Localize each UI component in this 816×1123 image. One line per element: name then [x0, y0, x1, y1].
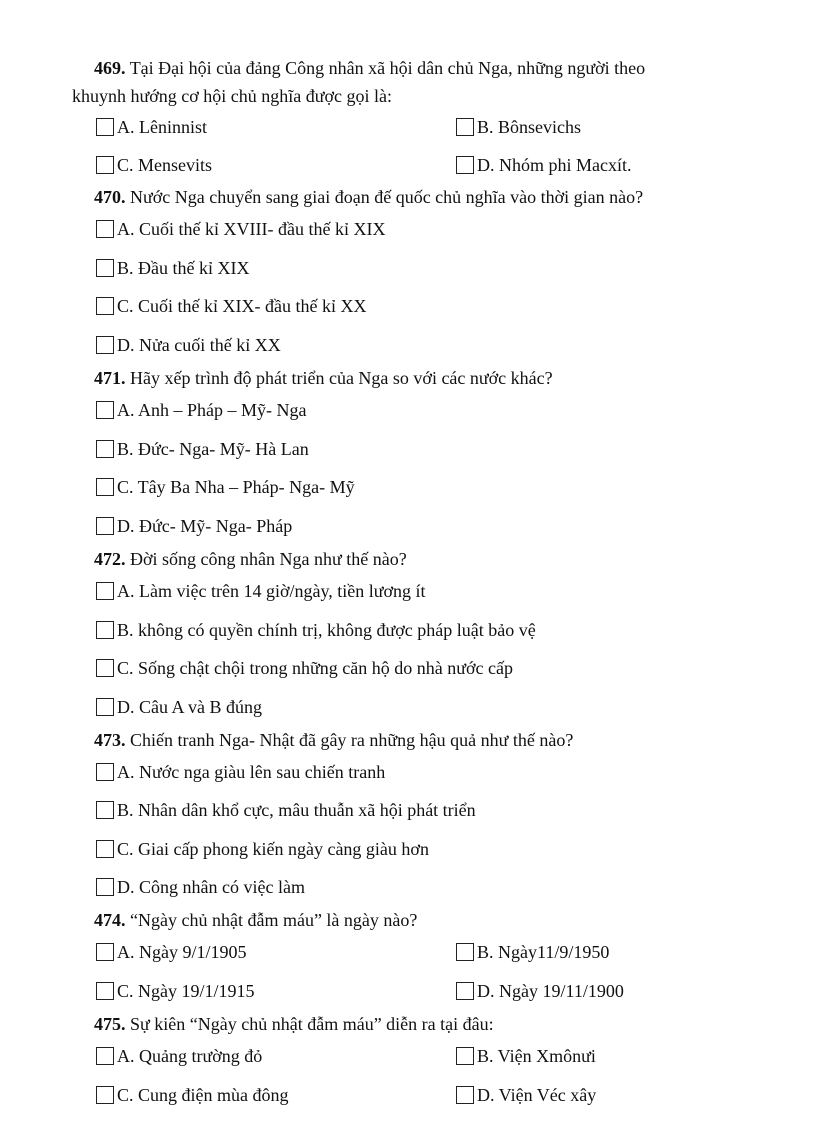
- checkbox-icon[interactable]: [96, 982, 114, 1000]
- checkbox-icon[interactable]: [96, 582, 114, 600]
- option-473-a[interactable]: A. Nước nga giàu lên sau chiến tranh: [96, 759, 385, 783]
- question-text: Nước Nga chuyển sang giai đoạn đế quốc chủ nghĩa vào thời gian nào?: [130, 187, 644, 207]
- question-475: [94, 1010, 794, 1038]
- option-470-b[interactable]: B. Đầu thế kỉ XIX: [96, 255, 249, 279]
- checkbox-icon[interactable]: [96, 118, 114, 136]
- checkbox-icon[interactable]: [96, 621, 114, 639]
- option-473-b[interactable]: B. Nhân dân khổ cực, mâu thuẫn xã hội phát triển: [96, 797, 476, 821]
- question-471: [94, 364, 794, 392]
- option-475-d[interactable]: D. Viện Véc xây: [456, 1082, 596, 1106]
- option-471-b[interactable]: B. Đức- Nga- Mỹ- Hà Lan: [96, 436, 309, 460]
- option-473-c[interactable]: C. Giai cấp phong kiến ngày càng giàu hơn: [96, 836, 429, 860]
- checkbox-icon[interactable]: [456, 118, 474, 136]
- checkbox-icon[interactable]: [96, 840, 114, 858]
- option-469-d[interactable]: D. Nhóm phi Macxít.: [456, 152, 632, 176]
- question-number: 471.: [94, 368, 126, 388]
- option-474-d[interactable]: D. Ngày 19/11/1900: [456, 978, 624, 1002]
- checkbox-icon[interactable]: [96, 1086, 114, 1104]
- checkbox-icon[interactable]: [456, 1086, 474, 1104]
- question-text: Sự kiên “Ngày chủ nhật đẫm máu” diễn ra tại đâu:: [130, 1014, 494, 1034]
- checkbox-icon[interactable]: [96, 297, 114, 315]
- question-473: [94, 726, 794, 754]
- question-text: “Ngày chủ nhật đẫm máu” là ngày nào?: [130, 910, 418, 930]
- checkbox-icon[interactable]: [456, 943, 474, 961]
- option-470-c[interactable]: C. Cuối thế kỉ XIX- đầu thế kỉ XX: [96, 293, 366, 317]
- checkbox-icon[interactable]: [96, 478, 114, 496]
- question-469-line2: khuynh hướng cơ hội chủ nghĩa được gọi là:: [72, 86, 393, 106]
- checkbox-icon[interactable]: [96, 659, 114, 677]
- option-474-c[interactable]: C. Ngày 19/1/1915: [96, 978, 255, 1002]
- question-469-line1: [72, 54, 772, 82]
- question-474: [94, 906, 794, 934]
- checkbox-icon[interactable]: [456, 982, 474, 1000]
- option-469-a[interactable]: A. Lêninnist: [96, 114, 207, 138]
- checkbox-icon[interactable]: [96, 943, 114, 961]
- option-475-b[interactable]: B. Viện Xmônưi: [456, 1043, 596, 1067]
- option-472-c[interactable]: C. Sống chật chội trong những căn hộ do nhà nước cấp: [96, 655, 513, 679]
- question-472: [94, 545, 794, 573]
- question-text: Tại Đại hội của đảng Công nhân xã hội dân chủ Nga, những người theo: [129, 58, 646, 78]
- checkbox-icon[interactable]: [96, 698, 114, 716]
- question-number: 472.: [94, 549, 126, 569]
- checkbox-icon[interactable]: [96, 220, 114, 238]
- option-471-d[interactable]: D. Đức- Mỹ- Nga- Pháp: [96, 513, 292, 537]
- option-475-a[interactable]: A. Quảng trường đỏ: [96, 1043, 262, 1067]
- question-text: Đời sống công nhân Nga như thế nào?: [130, 549, 407, 569]
- question-number: 470.: [94, 187, 126, 207]
- question-number: 474.: [94, 910, 126, 930]
- question-469: [72, 54, 772, 110]
- question-text: Chiến tranh Nga- Nhật đã gây ra những hậu quả như thế nào?: [130, 730, 574, 750]
- option-472-d[interactable]: D. Câu A và B đúng: [96, 694, 262, 718]
- question-470: [94, 183, 794, 211]
- checkbox-icon[interactable]: [96, 259, 114, 277]
- checkbox-icon[interactable]: [96, 156, 114, 174]
- option-471-c[interactable]: C. Tây Ba Nha – Pháp- Nga- Mỹ: [96, 474, 355, 498]
- option-470-d[interactable]: D. Nửa cuối thế kỉ XX: [96, 332, 281, 356]
- option-469-b[interactable]: B. Bônsevichs: [456, 114, 581, 138]
- option-469-c[interactable]: C. Mensevits: [96, 152, 212, 176]
- checkbox-icon[interactable]: [456, 1047, 474, 1065]
- question-number: 469.: [94, 58, 126, 78]
- checkbox-icon[interactable]: [96, 401, 114, 419]
- option-470-a[interactable]: A. Cuối thế kỉ XVIII- đầu thế kỉ XIX: [96, 216, 385, 240]
- option-472-b[interactable]: B. không có quyền chính trị, không được pháp luật bảo vệ: [96, 617, 536, 641]
- checkbox-icon[interactable]: [96, 517, 114, 535]
- option-474-b[interactable]: B. Ngày11/9/1950: [456, 939, 609, 963]
- checkbox-icon[interactable]: [96, 763, 114, 781]
- checkbox-icon[interactable]: [96, 440, 114, 458]
- option-474-a[interactable]: A. Ngày 9/1/1905: [96, 939, 247, 963]
- question-number: 473.: [94, 730, 126, 750]
- option-473-d[interactable]: D. Công nhân có việc làm: [96, 874, 305, 898]
- checkbox-icon[interactable]: [96, 878, 114, 896]
- option-472-a[interactable]: A. Làm việc trên 14 giờ/ngày, tiền lương ít: [96, 578, 426, 602]
- option-475-c[interactable]: C. Cung điện mùa đông: [96, 1082, 289, 1106]
- checkbox-icon[interactable]: [96, 801, 114, 819]
- question-text: Hãy xếp trình độ phát triển của Nga so với các nước khác?: [130, 368, 553, 388]
- checkbox-icon[interactable]: [456, 156, 474, 174]
- option-471-a[interactable]: A. Anh – Pháp – Mỹ- Nga: [96, 397, 307, 421]
- question-number: 475.: [94, 1014, 126, 1034]
- checkbox-icon[interactable]: [96, 336, 114, 354]
- checkbox-icon[interactable]: [96, 1047, 114, 1065]
